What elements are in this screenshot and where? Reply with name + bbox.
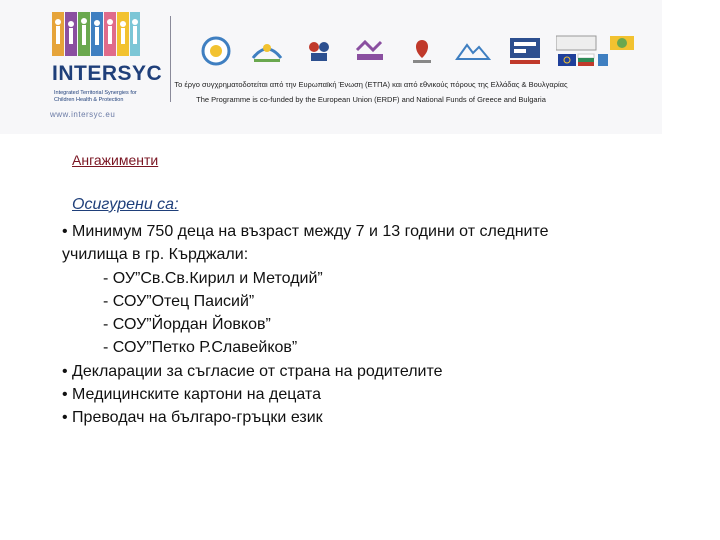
- website-url: www.intersyc.eu: [50, 110, 116, 119]
- list-item: • Преводач на българо-гръцки език: [62, 409, 323, 427]
- list-item: • Декларации за съгласие от страна на родителите: [62, 362, 443, 380]
- list-item: • Медицинските картони на децата: [62, 386, 321, 404]
- logo-tagline: Integrated Territorial Synergies for Children Health & Protection: [54, 90, 137, 103]
- programme-line-english: The Programme is co-funded by the European Union (ERDF) and National Funds of Greece and Bulgaria: [196, 95, 546, 104]
- commitments-list: [62, 220, 702, 430]
- page-title: Ангажименти: [72, 152, 159, 168]
- programme-line-greek: Το έργο συγχρηματοδοτείται από την Ευρωπαϊκή Ένωση (ΕΤΠΑ) και από εθνικούς πόρους της Ελλάδας & Βουλγαρίας: [174, 80, 568, 89]
- logo-name: INTERSYC: [52, 62, 163, 85]
- list-item: • Минимум 750 деца на възраст между 7 и 13 години от следните: [62, 223, 549, 240]
- list-item: училища в гр. Кърджали:: [62, 246, 249, 264]
- school-item: - ОУ”Св.Св.Кирил и Методий”: [103, 269, 323, 287]
- school-item: - СОУ”Йордан Йовков”: [103, 316, 271, 334]
- school-item: - СОУ”Отец Паисий”: [103, 292, 255, 310]
- section-subtitle: Осигурени са:: [72, 196, 179, 213]
- school-item: - СОУ”Петко Р.Славейков”: [103, 339, 298, 357]
